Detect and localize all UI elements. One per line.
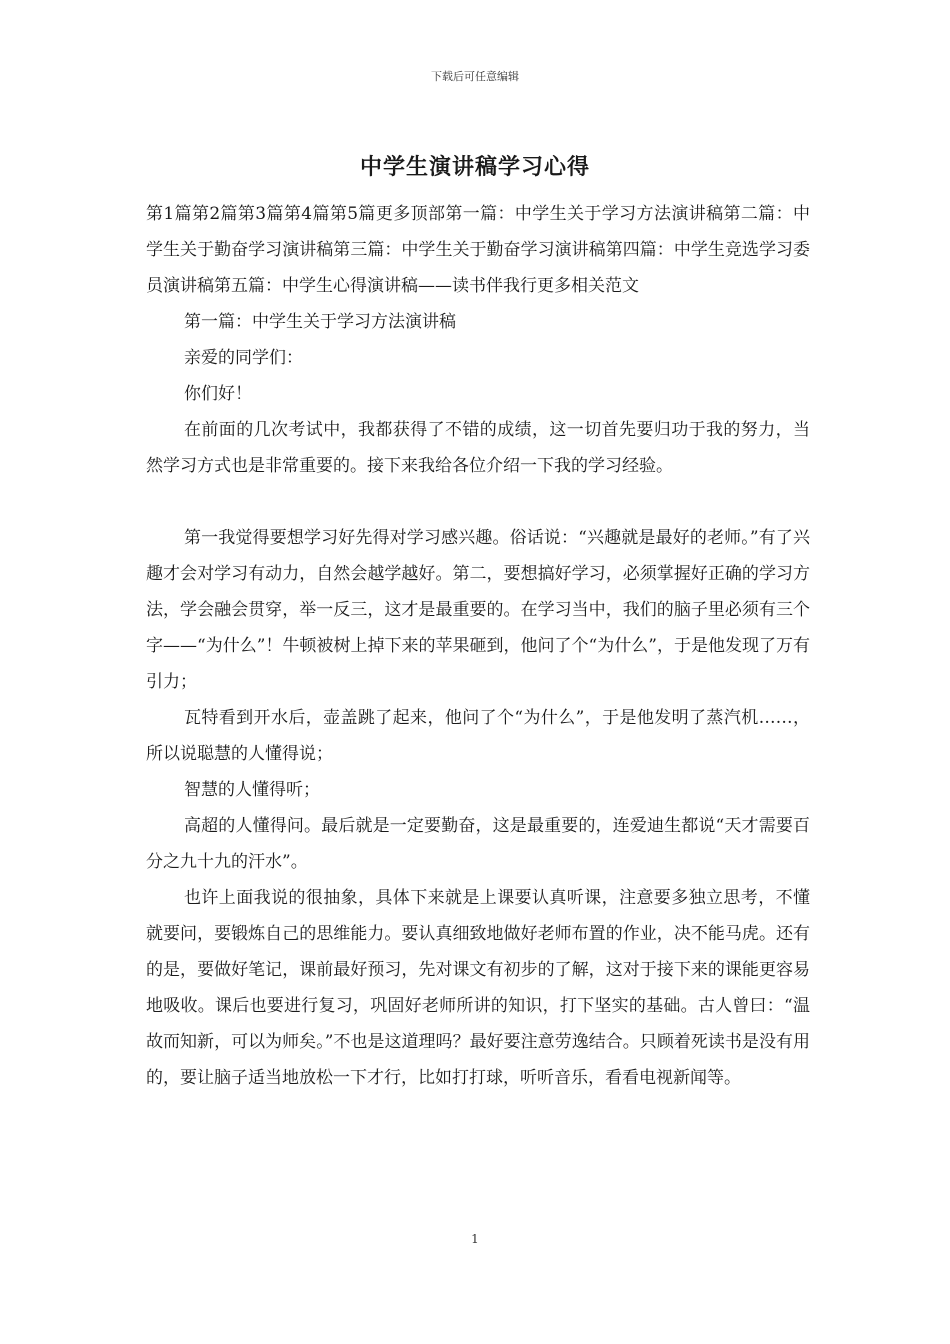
document-body — [146, 196, 810, 1096]
salutation: 亲爱的同学们： — [184, 348, 303, 368]
greeting: 你们好！ — [184, 384, 252, 404]
body-paragraph: 瓦特看到开水后，壶盖跳了起来，他问了个“为什么”，于是他发明了蒸汽机……，所以说聪慧的人懂得说； — [146, 708, 810, 764]
document-title: 中学生演讲稿学习心得 — [359, 154, 590, 180]
page-number: 1 — [471, 1232, 479, 1246]
body-paragraph: 高超的人懂得问。最后就是一定要勤奋，这是最重要的，连爱迪生都说“天才需要百分之九十九的汗水”。 — [146, 816, 810, 872]
contents-paragraph: 第1篇第2篇第3篇第4篇第5篇更多顶部第一篇：中学生关于学习方法演讲稿第二篇：中学生关于勤奋学习演讲稿第三篇：中学生关于勤奋学习演讲稿第四篇：中学生竞选学习委员演讲稿第五篇：中学生心得演讲稿——读书伴我行更多相关范文 — [146, 204, 810, 296]
body-paragraph: 智慧的人懂得听； — [184, 780, 320, 800]
body-paragraph: 也许上面我说的很抽象，具体下来就是上课要认真听课，注意要多独立思考，不懂就要问，要锻炼自己的思维能力。要认真细致地做好老师布置的作业，决不能马虎。还有的是，要做好笔记，课前最好预习，先对课文有初步的了解，这对于接下来的课能更容易地吸收。课后也要进行复习，巩固好老师所讲的知识，打下坚实的基础。古人曾曰：“温故而知新，可以为师矣。”不也是这道理吗？最好要注意劳逸结合。只顾着死读书是没有用的，要让脑子适当地放松一下才行，比如打打球，听听音乐，看看电视新闻等。 — [146, 888, 810, 1088]
body-paragraph: 在前面的几次考试中，我都获得了不错的成绩，这一切首先要归功于我的努力，当然学习方式也是非常重要的。接下来我给各位介绍一下我的学习经验。 — [146, 420, 810, 476]
body-paragraph: 第一我觉得要想学习好先得对学习感兴趣。俗话说：“兴趣就是最好的老师。”有了兴趣才会对学习有动力，自然会越学越好。第二，要想搞好学习，必须掌握好正确的学习方法，学会融会贯穿，举一反三，这才是最重要的。在学习当中，我们的脑子里必须有三个字——“为什么”！牛顿被树上掉下来的苹果砸到，他问了个“为什么”，于是他发现了万有引力； — [146, 528, 810, 692]
section-heading: 第一篇：中学生关于学习方法演讲稿 — [184, 312, 456, 332]
header-note: 下载后可任意编辑 — [431, 70, 519, 83]
paragraph-gap — [146, 484, 810, 520]
